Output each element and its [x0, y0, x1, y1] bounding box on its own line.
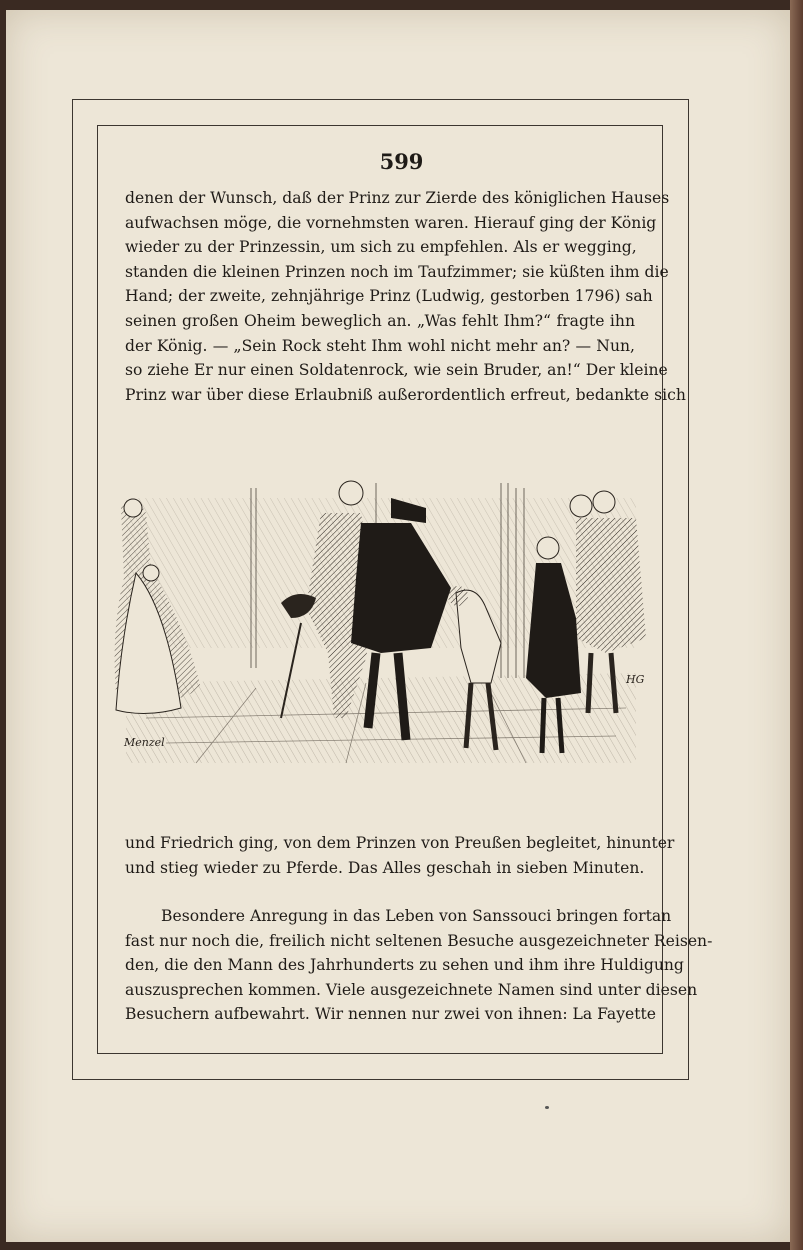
paper-speck — [545, 1106, 549, 1109]
paragraph-bottom — [125, 904, 713, 1027]
text-line: seinen großen Oheim beweglich an. „Was fehlt Ihm?“ fragte ihn — [125, 311, 635, 330]
text-line: auszusprechen kommen. Viele ausgezeichnete Namen sind unter diesen — [125, 980, 698, 999]
text-line: fast nur noch die, freilich nicht seltenen Besuche ausgezeichneter Reisen- — [125, 931, 713, 950]
text-line: und Friedrich ging, von dem Prinzen von Preußen begleitet, hinunter — [125, 834, 675, 852]
text-line: standen die kleinen Prinzen noch im Taufzimmer; sie küßten ihm die — [125, 262, 669, 281]
illustration-signature-right: HG — [626, 673, 645, 686]
text-line: den, die den Mann des Jahrhunderts zu sehen und ihm ihre Huldigung — [125, 956, 684, 975]
text-line: der König. — „Sein Rock steht Ihm wohl nicht mehr an? — Nun, — [125, 336, 635, 355]
page-number: 599 — [379, 149, 424, 174]
text-line: Besondere Anregung in das Leben von Sanssouci bringen fortan — [161, 907, 672, 925]
text-line: wieder zu der Prinzessin, um sich zu empfehlen. Als er wegging, — [125, 238, 637, 257]
text-line: Hand; der zweite, zehnjährige Prinz (Ludwig, gestorben 1796) sah — [125, 287, 653, 306]
paragraph-middle — [125, 831, 675, 880]
text-line: Besuchern aufbewahrt. Wir nennen nur zwei von ihnen: La Fayette — [125, 1005, 657, 1024]
text-line: denen der Wunsch, daß der Prinz zur Zierde des königlichen Hauses — [125, 189, 670, 207]
text-line: Prinz war über diese Erlaubniß außerordentlich erfreut, bedankte sich — [125, 385, 686, 404]
text-line: und stieg wieder zu Pferde. Das Alles geschah in sieben Minuten. — [125, 858, 645, 877]
text-line: so ziehe Er nur einen Soldatenrock, wie sein Bruder, an!“ Der kleine — [125, 361, 668, 380]
paragraph-top — [125, 186, 686, 407]
book-spine — [790, 0, 803, 1250]
text-line: aufwachsen möge, die vornehmsten waren. Hierauf ging der König — [125, 213, 657, 232]
illustration-signature-left: Menzel — [124, 736, 165, 749]
engraving-illustration — [106, 478, 646, 763]
